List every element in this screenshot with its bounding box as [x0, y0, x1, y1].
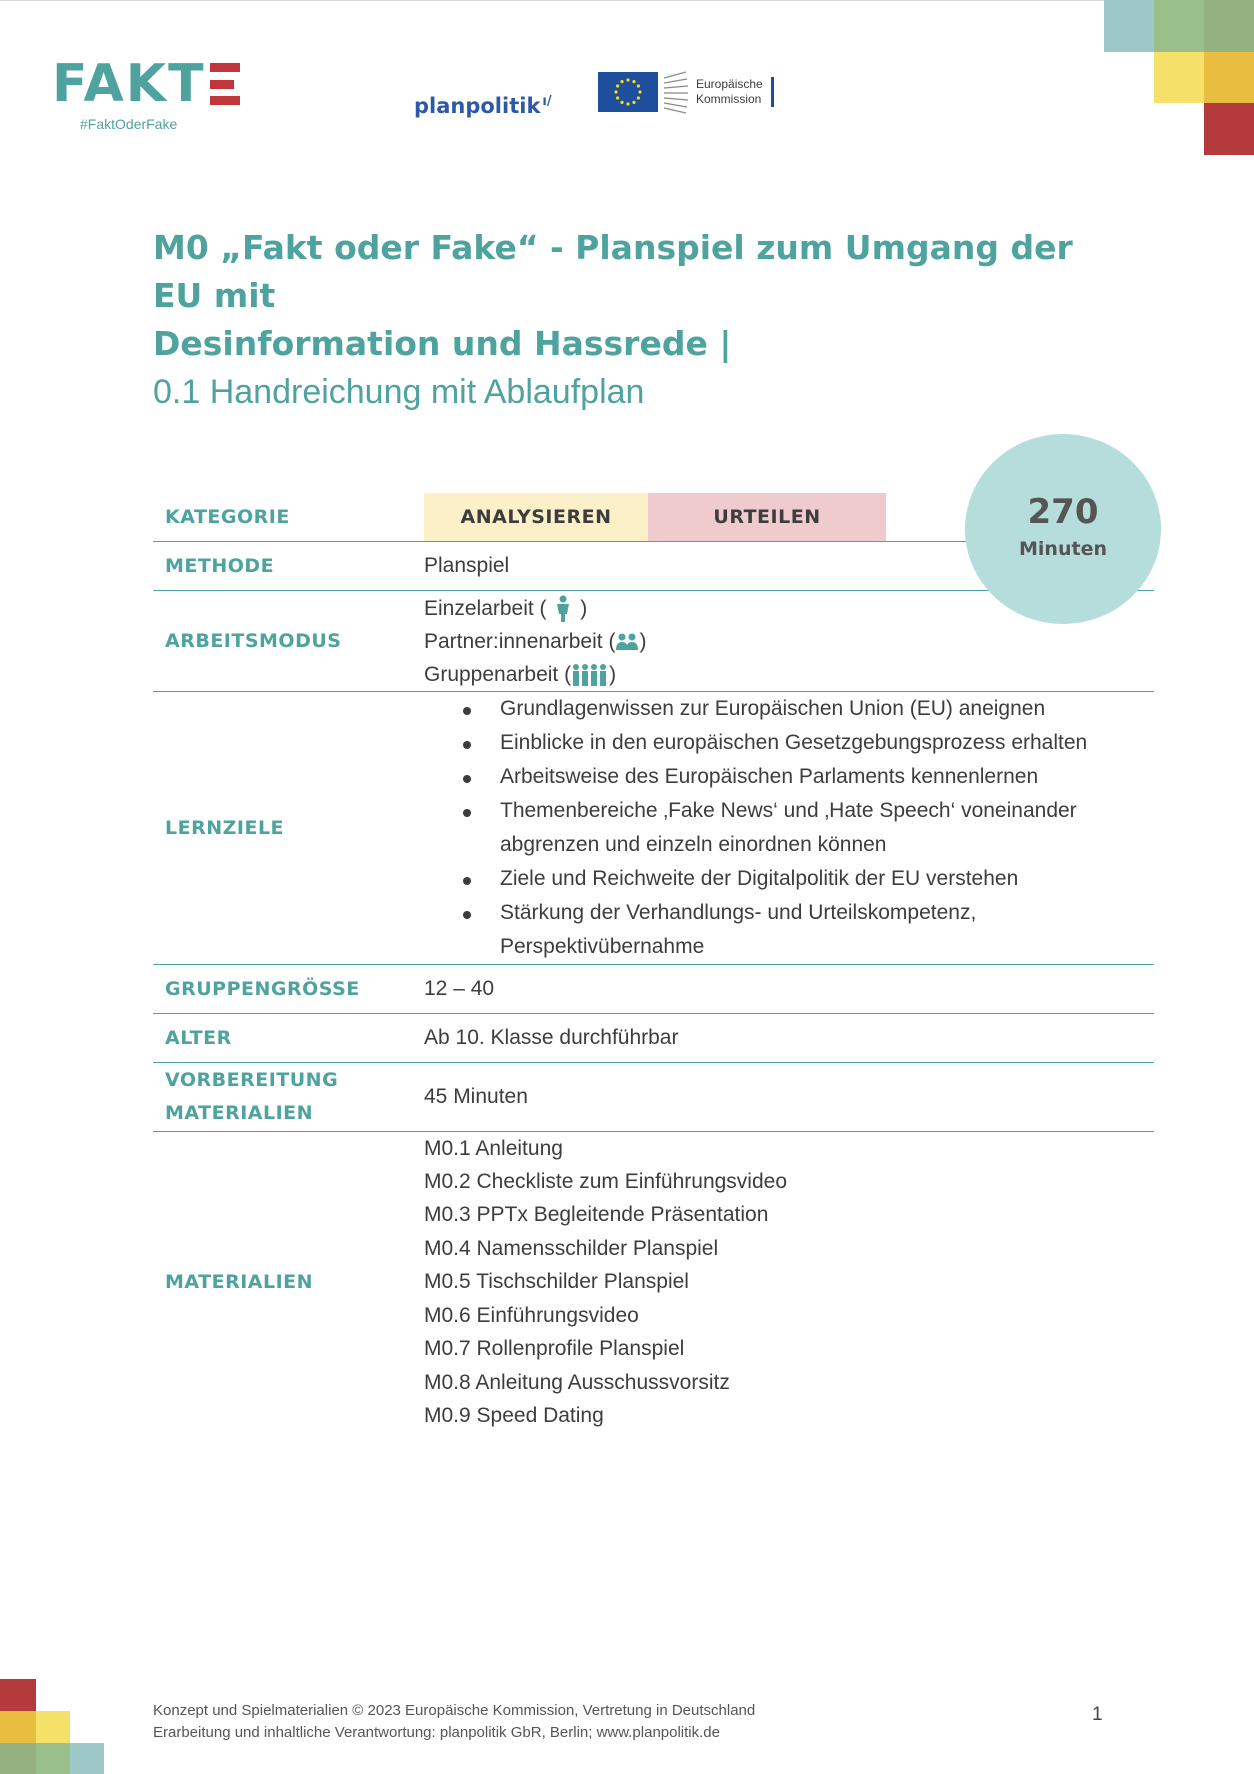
goals-list — [424, 692, 1154, 964]
label-arbeitsmodus: ARBEITSMODUS — [165, 630, 342, 652]
row-gruppengroesse — [153, 965, 1154, 1014]
label-vorbereitung-line1: VORBEREITUNG — [165, 1069, 339, 1091]
footer — [153, 1700, 755, 1744]
mode-einzel-label: Einzelarbeit ( — [424, 596, 547, 620]
fakt-logo — [52, 54, 240, 132]
ec-line2: Kommission — [696, 92, 762, 106]
info-table — [153, 493, 1154, 1432]
material-item: M0.1 Anleitung — [424, 1136, 563, 1160]
top-border — [0, 0, 1254, 1]
fakt-letters: FAKT — [52, 54, 206, 114]
row-arbeitsmodus — [153, 591, 1154, 692]
mode-partner-label: Partner:innenarbeit ( — [424, 629, 616, 653]
row-alter — [153, 1014, 1154, 1063]
mode-partner — [424, 625, 1154, 658]
material-item: M0.4 Namensschilder Planspiel — [424, 1236, 719, 1260]
group-people-icon — [571, 663, 609, 687]
footer-line2: Erarbeitung und inhaltliche Verantwortung: planpolitik GbR, Berlin; www.planpolitik.de — [153, 1724, 720, 1741]
title-line1: M0 „Fakt oder Fake“ - Planspiel zum Umgang der EU mit — [153, 228, 1073, 315]
material-item: M0.7 Rollenprofile Planspiel — [424, 1337, 685, 1361]
goal-item: Arbeitsweise des Europäischen Parlaments kennenlernen — [500, 760, 1154, 794]
label-materialien: MATERIALIEN — [165, 1271, 314, 1293]
label-vorbereitung-line2: MATERIALIEN — [165, 1102, 314, 1124]
label-alter: ALTER — [165, 1027, 232, 1049]
mode-gruppe-close: ) — [609, 662, 617, 686]
goal-item: Grundlagenwissen zur Europäischen Union (EU) aneignen — [500, 692, 1154, 726]
goal-item: Ziele und Reichweite der Digitalpolitik der EU verstehen — [500, 862, 1154, 896]
single-person-icon — [552, 595, 574, 623]
value-materialien — [424, 1132, 1154, 1432]
label-vorbereitung — [153, 1063, 424, 1131]
label-gruppengroesse: GRUPPENGRÖSSE — [165, 978, 360, 1000]
row-materialien — [153, 1132, 1154, 1432]
category-tag-analysieren: ANALYSIEREN — [424, 493, 648, 541]
ec-text — [696, 77, 774, 107]
category-tag-urteilen: URTEILEN — [648, 493, 886, 541]
material-item: M0.2 Checkliste zum Einführungsvideo — [424, 1170, 788, 1194]
pair-people-icon — [615, 632, 639, 652]
eu-flag-icon — [598, 72, 658, 112]
planpolitik-mark-icon: ı/ — [542, 94, 552, 109]
mode-gruppe — [424, 658, 1154, 691]
material-item: M0.5 Tischschilder Planspiel — [424, 1270, 689, 1294]
mode-partner-close: ) — [639, 629, 647, 653]
material-item: M0.9 Speed Dating — [424, 1403, 604, 1427]
material-item: M0.3 PPTx Begleitende Präsentation — [424, 1203, 769, 1227]
ec-line1: Europäische — [696, 77, 763, 91]
duration-badge — [965, 434, 1161, 624]
planpolitik-wordmark: planpolitik — [414, 94, 541, 118]
label-kategorie: KATEGORIE — [165, 506, 290, 528]
mode-gruppe-label: Gruppenarbeit ( — [424, 662, 572, 686]
title-main — [153, 224, 1113, 368]
label-lernziele: LERNZIELE — [165, 817, 285, 839]
footer-line1: Konzept und Spielmaterialien © 2023 Europäische Kommission, Vertretung in Deutschland — [153, 1702, 756, 1719]
page-number: 1 — [1092, 1704, 1103, 1725]
value-methode: Planspiel — [424, 554, 510, 577]
mode-einzel-close: ) — [580, 596, 588, 620]
european-commission-logo — [598, 70, 774, 114]
fakt-hashtag: #FaktOderFake — [80, 116, 178, 132]
planpolitik-logo — [414, 94, 552, 118]
document-title — [153, 224, 1113, 416]
goal-item: Themenbereiche ‚Fake News‘ und ‚Hate Speech‘ voneinander abgrenzen und einzeln einordnen können — [500, 794, 1154, 862]
duration-unit: Minuten — [1019, 538, 1107, 560]
value-lernziele — [424, 692, 1154, 964]
duration-number: 270 — [1027, 492, 1099, 532]
goal-item: Einblicke in den europäischen Gesetzgebungsprozess erhalten — [500, 726, 1154, 760]
fakt-e-bars — [210, 63, 240, 105]
ec-building-icon — [662, 70, 690, 114]
value-gruppengroesse: 12 – 40 — [424, 977, 495, 1000]
title-subtitle: 0.1 Handreichung mit Ablaufplan — [153, 373, 645, 411]
row-lernziele — [153, 692, 1154, 965]
title-line2: Desinformation und Hassrede | — [153, 324, 732, 363]
material-item: M0.6 Einführungsvideo — [424, 1303, 639, 1327]
value-vorbereitung: 45 Minuten — [424, 1085, 528, 1108]
label-methode: METHODE — [165, 555, 275, 577]
row-vorbereitung — [153, 1063, 1154, 1132]
value-alter: Ab 10. Klasse durchführbar — [424, 1026, 679, 1049]
goal-item: Stärkung der Verhandlungs- und Urteilskompetenz, Perspektivübernahme — [500, 896, 1154, 964]
material-item: M0.8 Anleitung Ausschussvorsitz — [424, 1370, 730, 1394]
